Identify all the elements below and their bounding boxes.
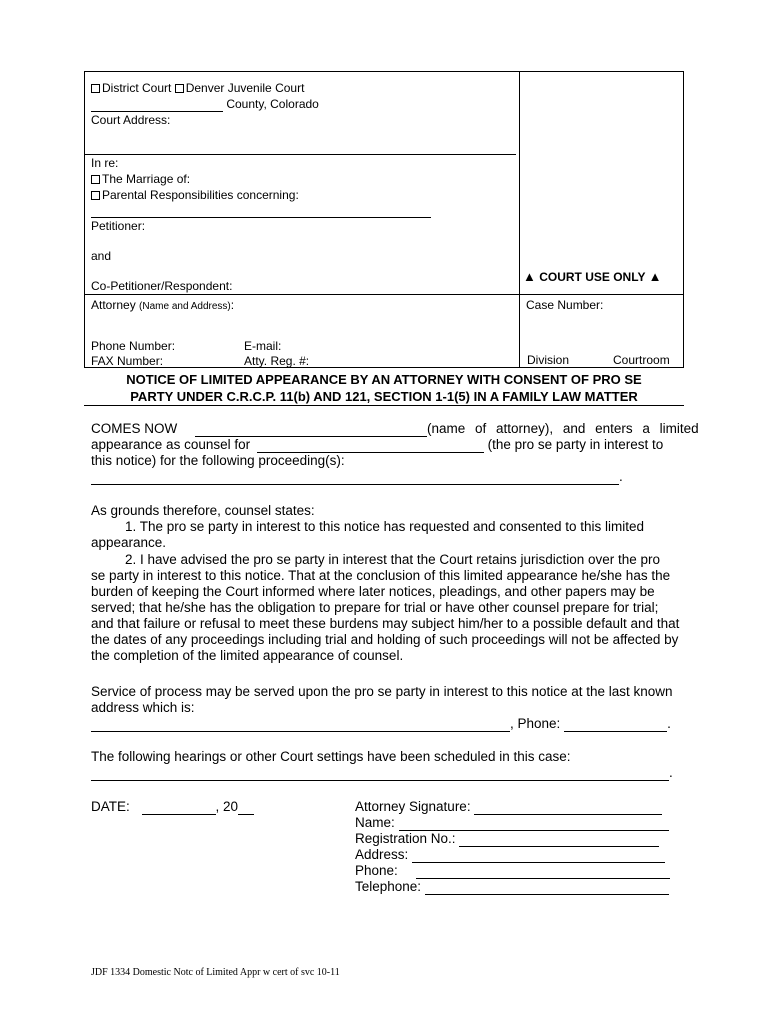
registration-blank[interactable] bbox=[459, 832, 659, 847]
date-line bbox=[91, 799, 254, 815]
atty-reg-label: Atty. Reg. #: bbox=[244, 354, 310, 368]
attorney-signature-blank[interactable] bbox=[474, 800, 662, 815]
and-label: and bbox=[91, 249, 112, 263]
paragraph-2-line-c: burden of keeping the Court informed where later notices, pleadings, and other papers may be bbox=[91, 584, 655, 599]
attorney-sub-label: (Name and Address) bbox=[139, 301, 231, 312]
fax-number-label: FAX Number: bbox=[91, 354, 164, 368]
juvenile-court-label: Denver Juvenile Court bbox=[185, 81, 305, 95]
paragraph-1-line-b: appearance. bbox=[91, 535, 167, 550]
triangle-up-icon: ▲ bbox=[648, 269, 662, 284]
marriage-of-checkbox[interactable] bbox=[91, 175, 100, 184]
phone-blank[interactable] bbox=[416, 864, 670, 879]
date-blank[interactable] bbox=[142, 800, 216, 815]
attorney-colon: : bbox=[230, 298, 235, 312]
grounds-line: As grounds therefore, counsel states: bbox=[91, 503, 315, 518]
this-notice-line: this notice) for the following proceeding(s): bbox=[91, 453, 345, 468]
name-row bbox=[355, 815, 669, 831]
case-number-label: Case Number: bbox=[526, 298, 604, 312]
hearings-period: . bbox=[669, 765, 673, 780]
court-use-only-label: COURT USE ONLY bbox=[539, 270, 646, 284]
triangle-up-icon: ▲ bbox=[523, 269, 536, 284]
proceedings-line bbox=[91, 469, 623, 485]
telephone-row bbox=[355, 879, 669, 895]
attorney-signature-label: Attorney Signature: bbox=[355, 799, 471, 814]
name-blank[interactable] bbox=[399, 816, 669, 831]
title-underline bbox=[84, 405, 684, 406]
service-line-a: Service of process may be served upon the pro se party in interest to this notice at the last known bbox=[91, 684, 673, 699]
service-address-line bbox=[91, 716, 671, 732]
service-phone-period: . bbox=[667, 716, 671, 731]
attorney-label: Attorney bbox=[91, 298, 136, 312]
registration-row bbox=[355, 831, 659, 847]
court-use-only bbox=[523, 269, 682, 285]
attorney-name-blank[interactable] bbox=[195, 422, 427, 437]
notice-title-line-1: NOTICE OF LIMITED APPEARANCE BY AN ATTORNEY WITH CONSENT OF PRO SE bbox=[126, 372, 642, 387]
attorney-signature-row bbox=[355, 799, 662, 815]
district-court-label: District Court bbox=[102, 81, 172, 95]
parental-row bbox=[91, 188, 299, 203]
address-row bbox=[355, 847, 665, 863]
phone-label: Phone: bbox=[355, 863, 398, 878]
paragraph-1-line-a: 1. The pro se party in interest to this notice has requested and consented to this limited bbox=[125, 519, 645, 534]
in-re-label: In re: bbox=[91, 156, 119, 170]
address-blank[interactable] bbox=[412, 848, 665, 863]
date-label: DATE: bbox=[91, 799, 130, 814]
phone-row bbox=[355, 863, 670, 879]
parental-checkbox[interactable] bbox=[91, 191, 100, 200]
hearings-blank[interactable] bbox=[91, 766, 669, 781]
juvenile-court-checkbox[interactable] bbox=[175, 84, 184, 93]
service-phone-label: , Phone: bbox=[510, 716, 561, 731]
year-blank[interactable] bbox=[238, 800, 254, 815]
attorney-heading bbox=[91, 298, 234, 314]
court-address-label: Court Address: bbox=[91, 113, 171, 127]
paragraph-2-line-f: the dates of any proceedings including trial and holding of such proceedings will not be affected by bbox=[91, 632, 679, 647]
year-prefix: , 20 bbox=[215, 799, 239, 814]
service-phone-blank[interactable] bbox=[564, 717, 667, 732]
marriage-of-row bbox=[91, 172, 190, 187]
appearance-for-label: appearance as counsel for bbox=[91, 437, 251, 452]
parental-label: Parental Responsibilities concerning: bbox=[102, 188, 299, 202]
service-line-b: address which is: bbox=[91, 700, 195, 715]
court-selection bbox=[91, 81, 304, 96]
caption-box bbox=[84, 71, 684, 368]
paragraph-2 bbox=[91, 552, 681, 664]
caption-divider-attorney bbox=[84, 294, 684, 295]
proceedings-blank[interactable] bbox=[91, 470, 619, 485]
county-line bbox=[91, 97, 319, 112]
proceedings-period: . bbox=[619, 469, 623, 484]
form-footer-id: JDF 1334 Domestic Notc of Limited Appr w cert of svc 10-11 bbox=[91, 967, 340, 978]
petitioner-label: Petitioner: bbox=[91, 219, 146, 233]
comes-now-tail: (name of attorney), and enters a limited bbox=[427, 421, 699, 436]
appearance-line bbox=[91, 437, 681, 453]
hearings-line: The following hearings or other Court settings have been scheduled in this case: bbox=[91, 749, 571, 764]
service-address-blank[interactable] bbox=[91, 717, 510, 732]
notice-title bbox=[84, 371, 684, 405]
county-suffix: County, Colorado bbox=[226, 97, 319, 111]
division-label: Division bbox=[527, 353, 570, 367]
pro-se-party-blank[interactable] bbox=[257, 438, 484, 453]
paragraph-2-line-e: and that failure or refusal to meet these burdens may subject him/her to a possible default and that bbox=[91, 616, 680, 631]
service-paragraph bbox=[91, 684, 681, 716]
comes-now-line bbox=[91, 421, 699, 437]
paragraph-2-line-d: served; that he/she has the obligation to prepare for trial or have other counsel prepare for trial; bbox=[91, 600, 659, 615]
caption-divider-inre bbox=[84, 154, 516, 155]
notice-title-line-2: PARTY UNDER C.R.C.P. 11(b) AND 121, SECTION 1-1(5) IN A FAMILY LAW MATTER bbox=[130, 389, 638, 404]
co-petitioner-label: Co-Petitioner/Respondent: bbox=[91, 279, 233, 293]
phone-number-label: Phone Number: bbox=[91, 339, 176, 353]
hearings-blank-line bbox=[91, 765, 673, 781]
telephone-blank[interactable] bbox=[425, 880, 669, 895]
telephone-label: Telephone: bbox=[355, 879, 422, 894]
paragraph-2-line-a: 2. I have advised the pro se party in interest that the Court retains jurisdiction over the pro bbox=[125, 552, 661, 567]
registration-label: Registration No.: bbox=[355, 831, 456, 846]
marriage-of-label: The Marriage of: bbox=[102, 172, 191, 186]
caption-divider-vertical bbox=[519, 71, 520, 368]
paragraph-2-line-b: se party in interest to this notice. That at the conclusion of this limited appearance he/she has the bbox=[91, 568, 671, 583]
district-court-checkbox[interactable] bbox=[91, 84, 100, 93]
paragraph-1 bbox=[91, 519, 681, 551]
comes-now-label: COMES NOW bbox=[91, 421, 178, 436]
parties-blank[interactable] bbox=[91, 217, 431, 218]
courtroom-label: Courtroom bbox=[613, 353, 670, 367]
email-label: E-mail: bbox=[244, 339, 282, 353]
county-blank[interactable] bbox=[91, 98, 223, 112]
appearance-tail: (the pro se party in interest to bbox=[487, 437, 664, 452]
address-label: Address: bbox=[355, 847, 409, 862]
name-label: Name: bbox=[355, 815, 395, 830]
paragraph-2-line-g: the completion of the limited appearance of counsel. bbox=[91, 648, 404, 663]
